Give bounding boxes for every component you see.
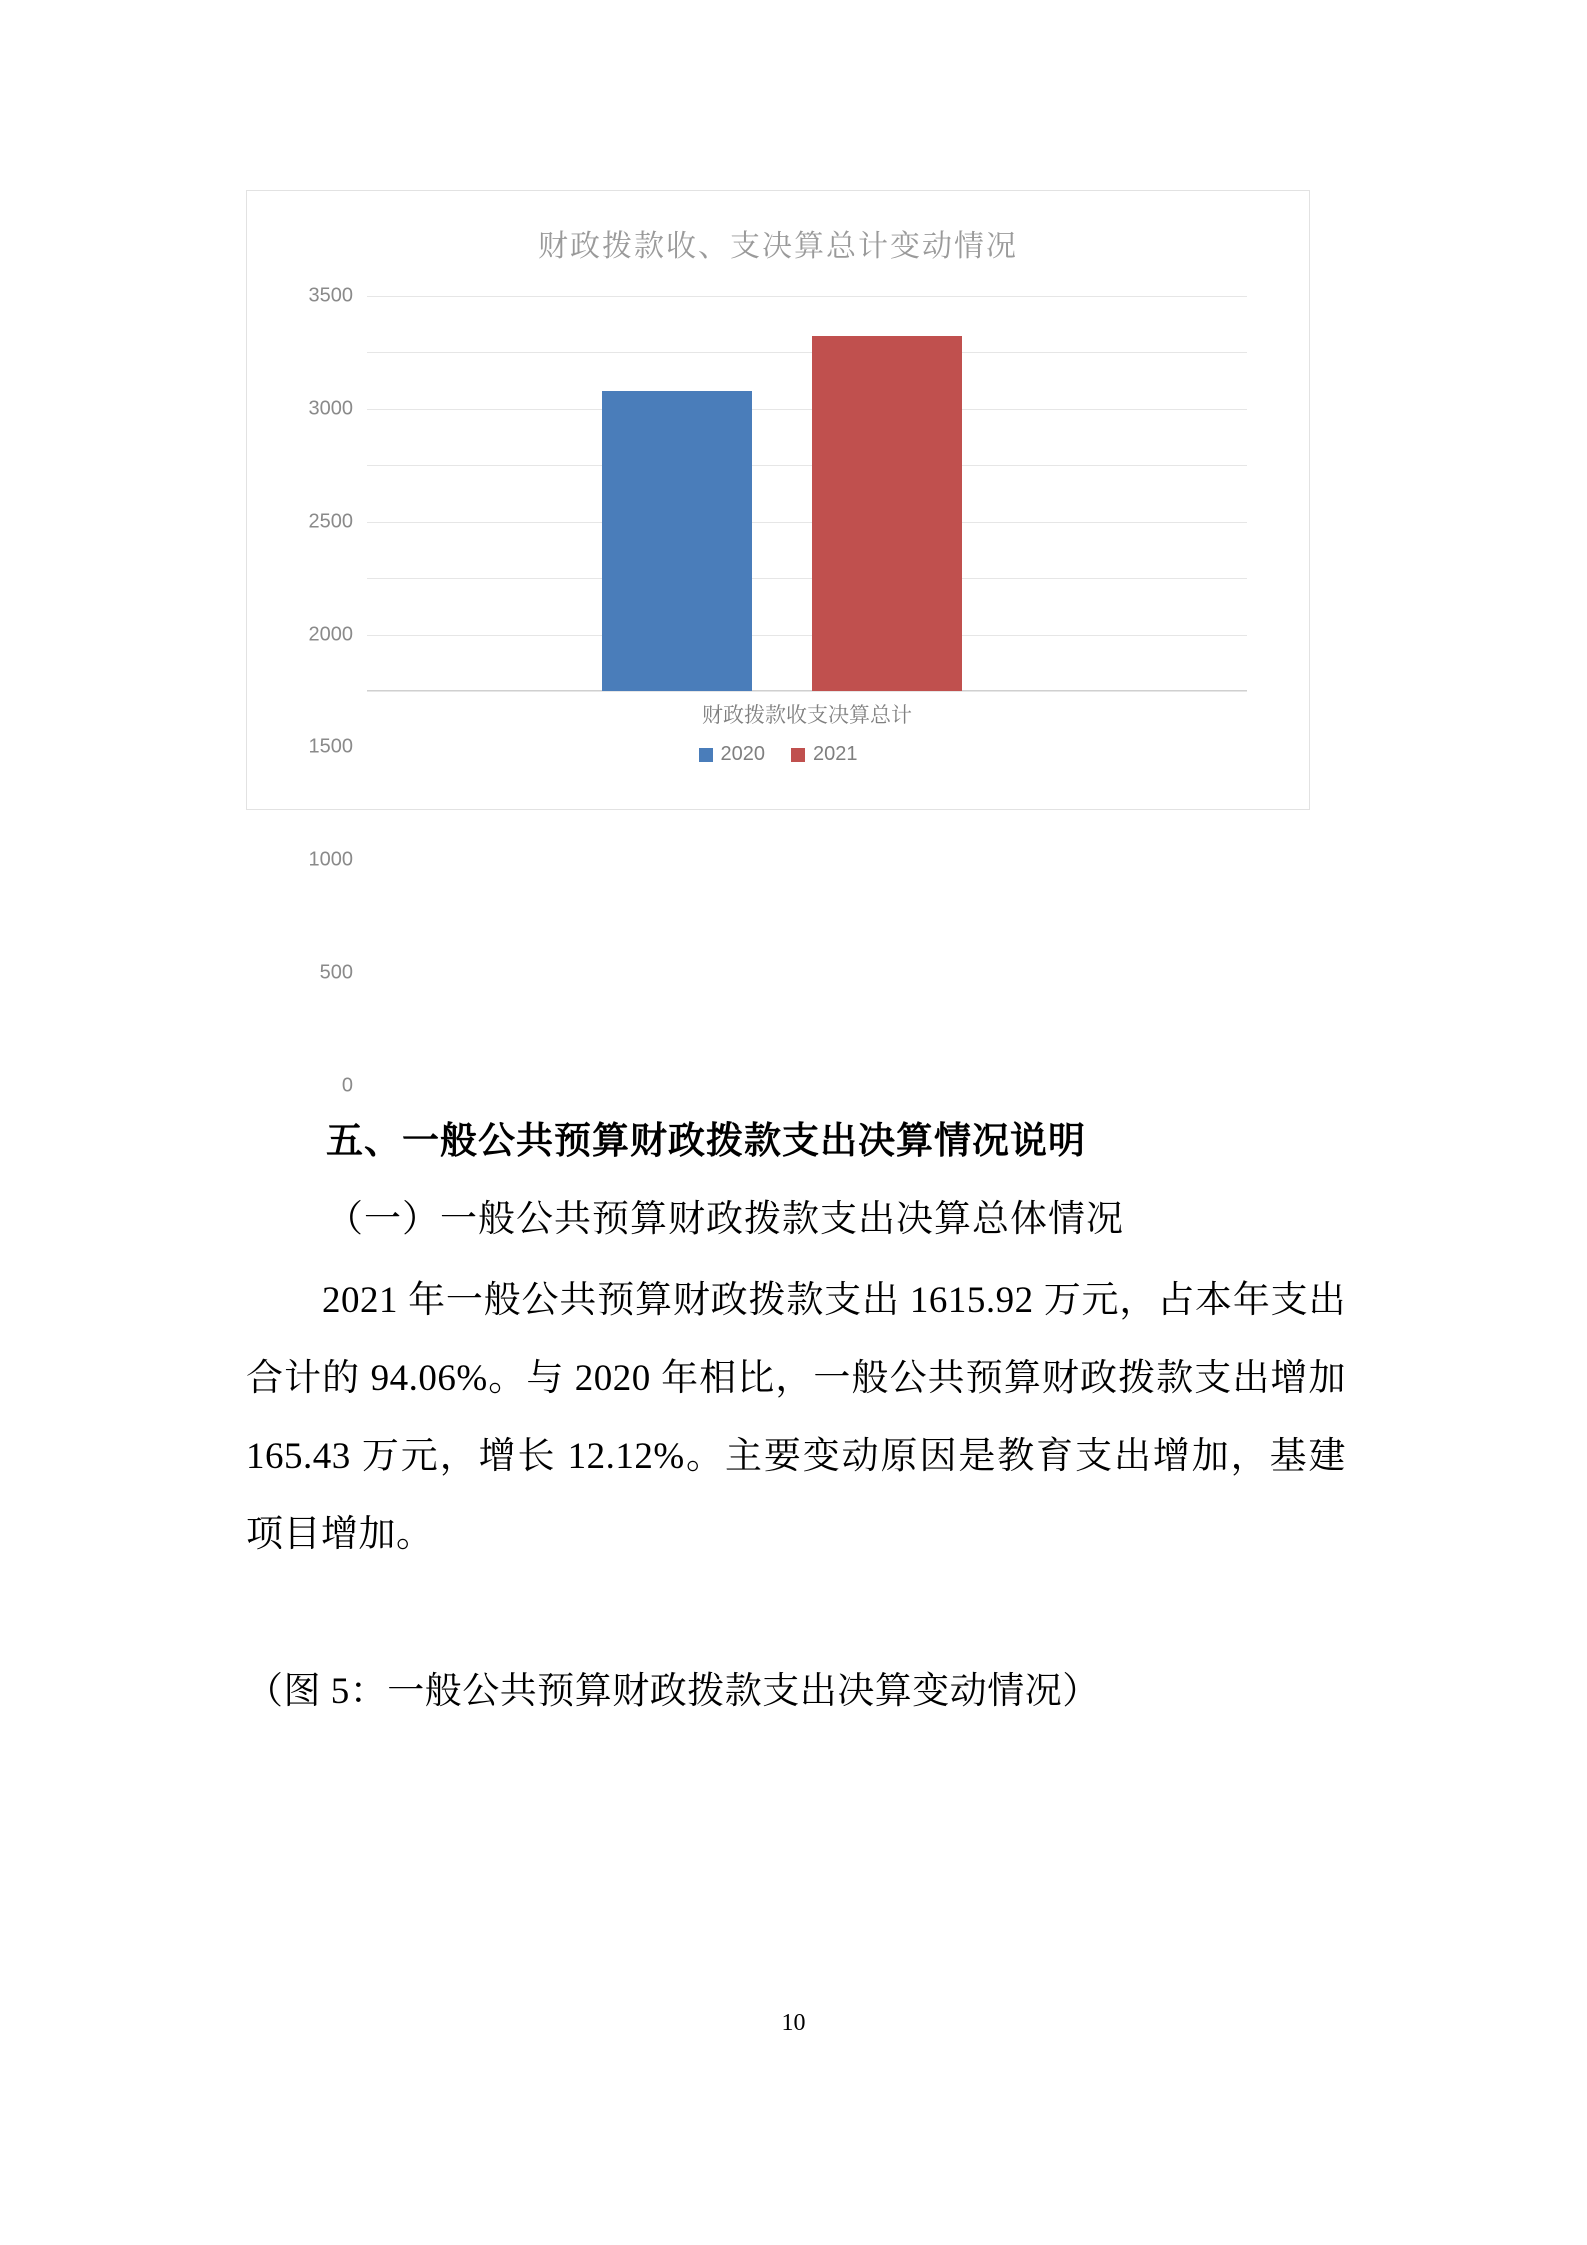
page-number: 10 xyxy=(781,2010,806,2036)
chart-figure xyxy=(246,190,1310,1097)
y-axis-tick: 0 xyxy=(341,1074,353,1097)
gridline xyxy=(308,409,1247,533)
y-axis-tick: 3000 xyxy=(308,397,353,420)
legend-item-2020 xyxy=(699,743,766,766)
legend-swatch-2021 xyxy=(791,748,805,762)
chart-legend xyxy=(247,743,1309,766)
section-paragraph: 2021 年一般公共预算财政拨款支出 1615.92 万元，占本年支出合计的 94.06%。与 2020 年相比，一般公共预算财政拨款支出增加 165.43 万元，增长 12.12%。主要变动原因是教育支出增加，基建项目增加。 xyxy=(246,1280,1346,1555)
bar-2020 xyxy=(602,391,752,691)
y-axis-tick: 1000 xyxy=(308,848,353,871)
chart-title: 财政拨款收、支决算总计变动情况 xyxy=(538,230,1018,263)
gridline xyxy=(308,284,1247,307)
y-axis-tick: 2500 xyxy=(308,510,353,533)
legend-swatch-2020 xyxy=(699,748,713,762)
category-label: 财政拨款收支决算总计 xyxy=(702,704,912,727)
y-axis-tick: 2000 xyxy=(308,623,353,646)
bar-2021 xyxy=(812,336,962,691)
legend-label-2020: 2020 xyxy=(720,743,765,765)
section-heading: 五、一般公共预算财政拨款支出决算情况说明 xyxy=(326,1121,1086,1162)
y-axis-tick: 1500 xyxy=(308,735,353,758)
legend-label-2021: 2021 xyxy=(813,743,858,765)
y-axis-tick: 3500 xyxy=(308,284,353,307)
legend-item-2021 xyxy=(791,743,858,766)
y-axis-tick: 500 xyxy=(319,961,353,984)
gridline xyxy=(308,352,1247,420)
section-subheading: （一）一般公共预算财政拨款支出决算总体情况 xyxy=(326,1199,1124,1240)
figure-caption: （图 5：一般公共预算财政拨款支出决算变动情况） xyxy=(246,1671,1100,1712)
